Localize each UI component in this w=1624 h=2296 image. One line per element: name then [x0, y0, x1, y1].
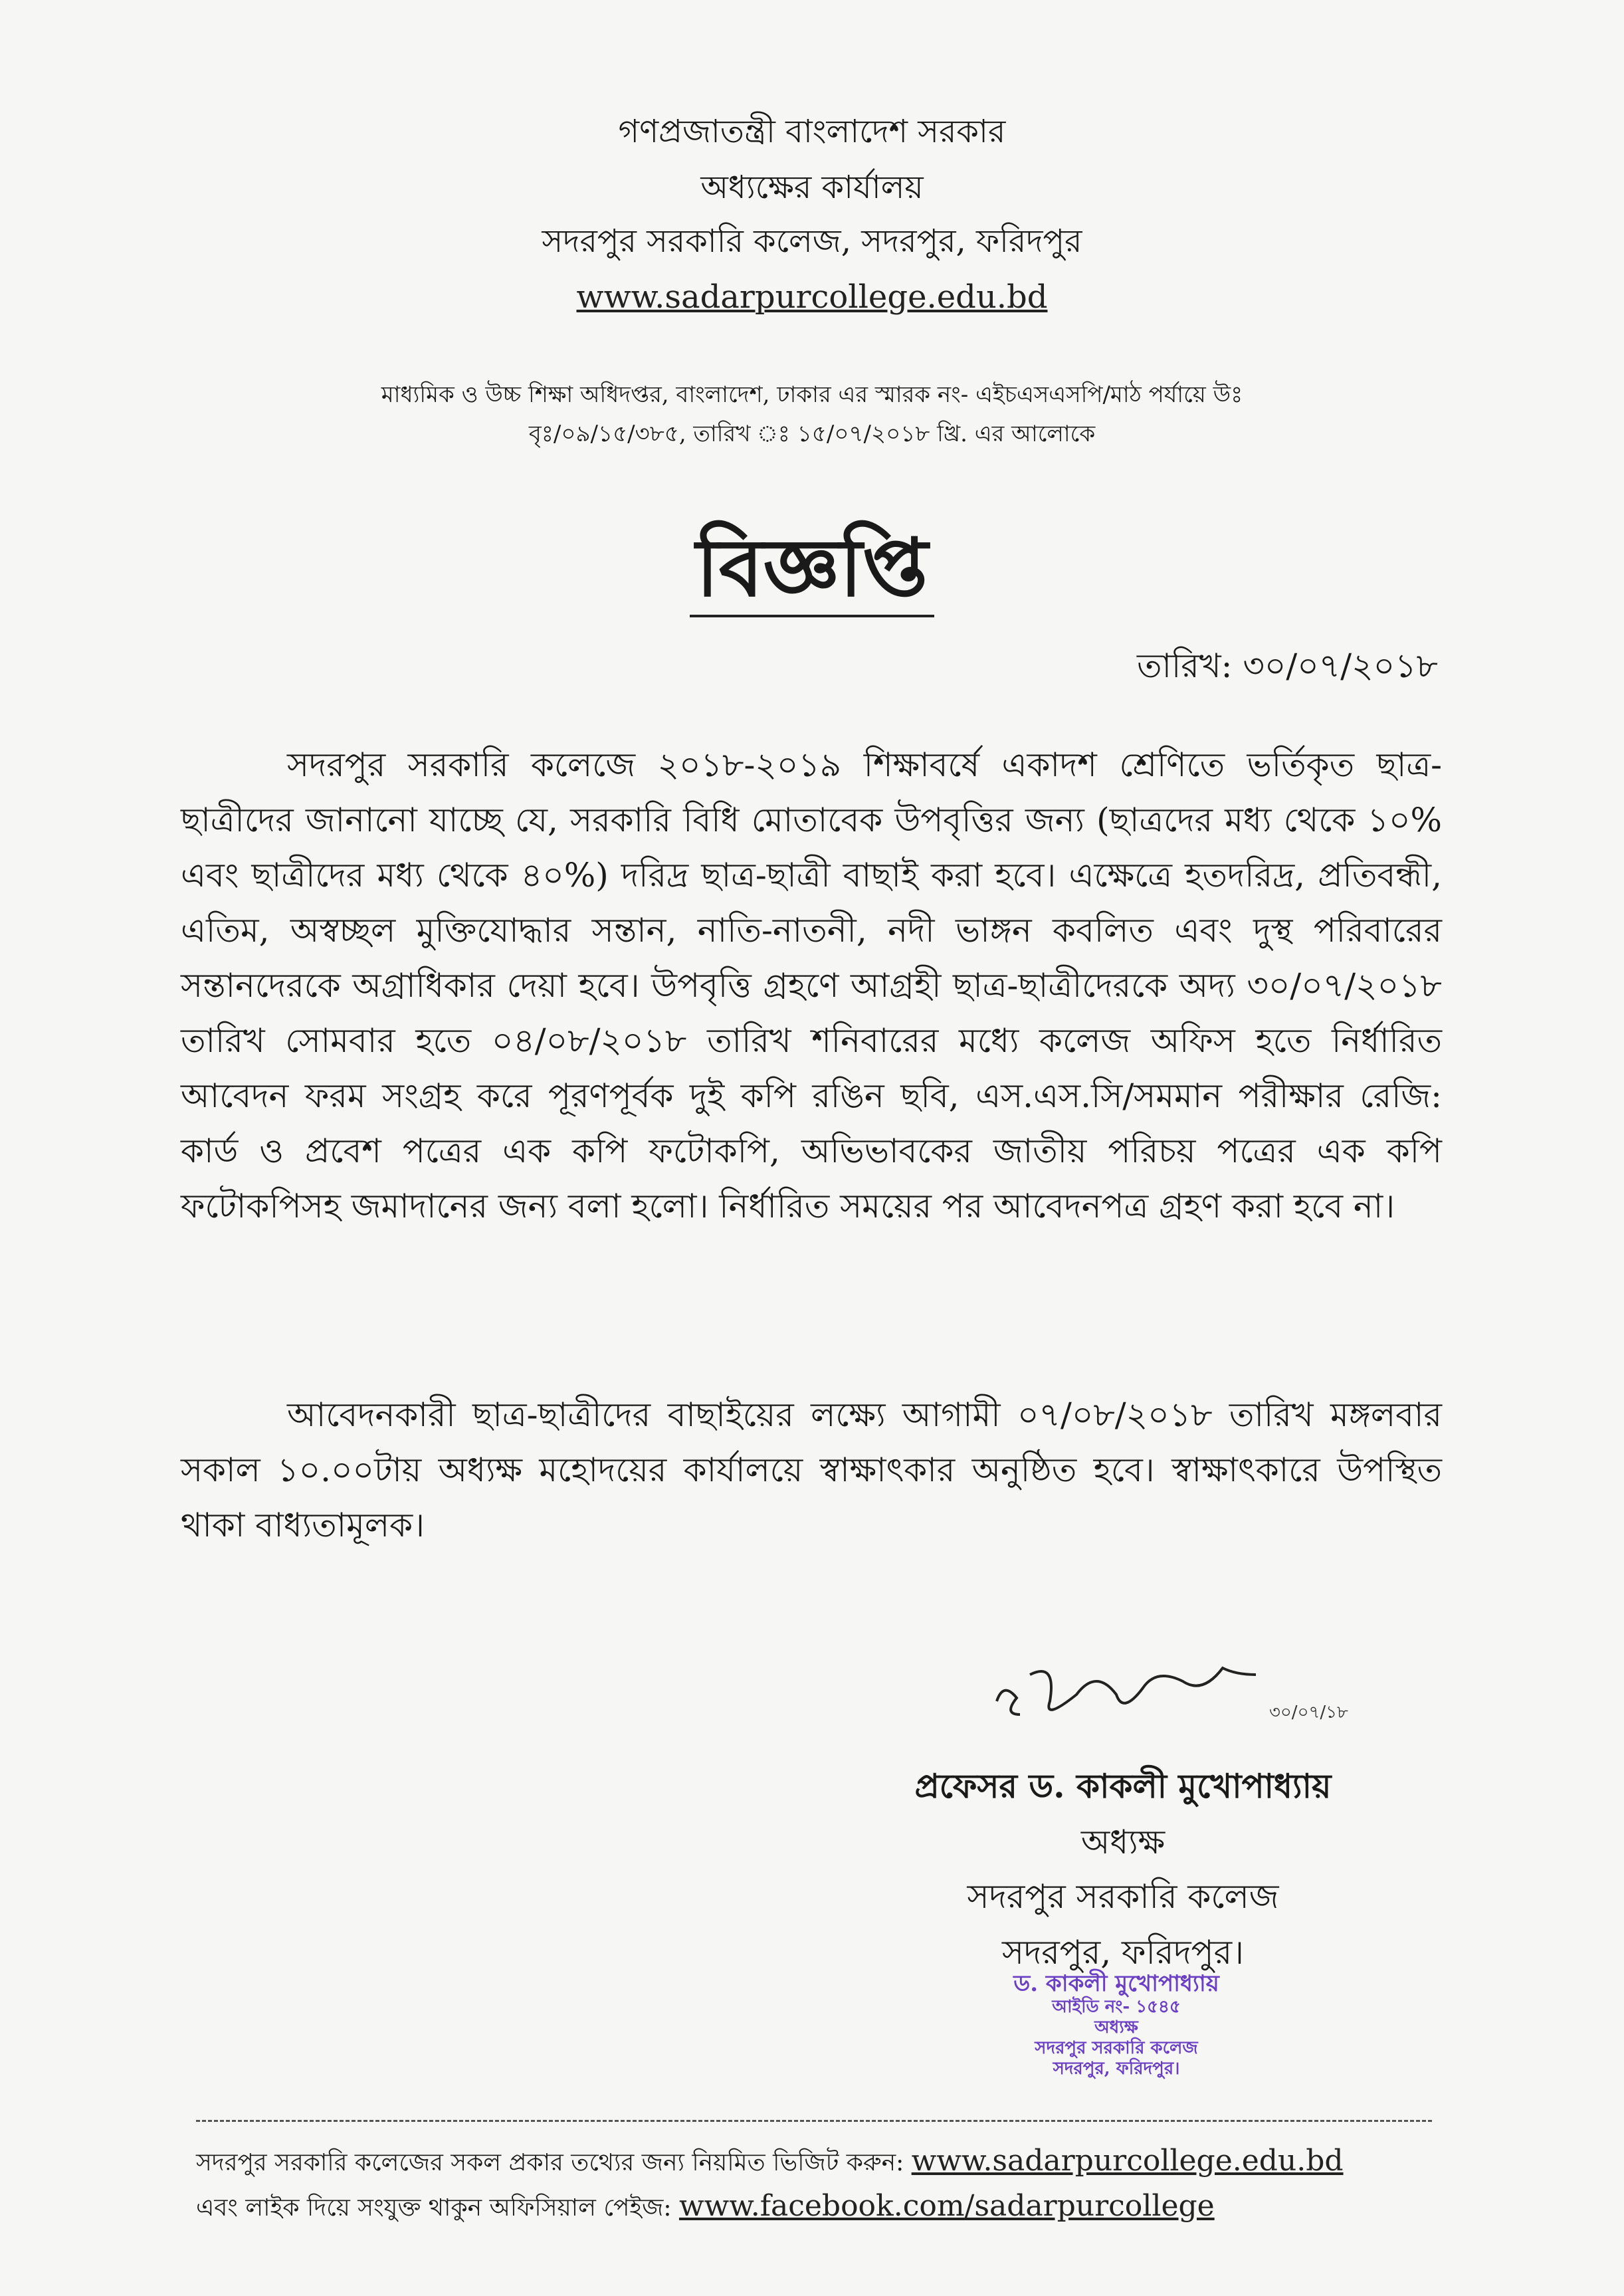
signatory-designation: অধ্যক্ষ: [1080, 1823, 1166, 1861]
signature-date: ৩০/০৭/১৮: [1269, 1703, 1348, 1722]
footer-line-2: [196, 2186, 1215, 2228]
stamp-designation: অধ্যক্ষ: [1094, 2018, 1138, 2037]
stamp-location: সদরপুর, ফরিদপুর।: [1053, 2059, 1180, 2079]
college-name: সদরপুর সরকারি কলেজ, সদরপুর, ফরিদপুর: [542, 223, 1082, 260]
handwritten-signature: [983, 1655, 1356, 1734]
stamp-id: আইডি নং- ১৫৪৫: [1052, 1997, 1181, 2017]
footer-divider: [196, 2120, 1432, 2122]
footer-visit-text: সদরপুর সরকারি কলেজের সকল প্রকার তথ্যের জন্য নিয়মিত ভিজিট করুন:: [196, 2149, 904, 2176]
memo-reference-line-2: বৃঃ/০৯/১৫/৩৮৫, তারিখ ঃ ১৫/০৭/২০১৮ খ্রি. এর আলোকে: [528, 421, 1096, 447]
stamp-college: সদরপুর সরকারি কলেজ: [1035, 2038, 1198, 2058]
notice-date: তারিখ: ৩০/০৭/২০১৮: [1136, 647, 1438, 685]
office-name: অধ্যক্ষের কার্যালয়: [700, 169, 924, 206]
memo-reference-line-1: মাধ্যমিক ও উচ্চ শিক্ষা অধিদপ্তর, বাংলাদেশ, ঢাকার এর স্মারক নং- এইচএসএসপি/মাঠ পর্যায়ে উঃ: [381, 381, 1243, 408]
website-link[interactable]: www.sadarpurcollege.edu.bd: [576, 278, 1048, 316]
signatory-college: সদরপুর সরকারি কলেজ: [967, 1877, 1279, 1916]
notice-title: বিজ্ঞপ্তি: [690, 521, 935, 617]
footer-website-link[interactable]: www.sadarpurcollege.edu.bd: [911, 2144, 1344, 2178]
signatory-name: প্রফেসর ড. কাকলী মুখোপাধ্যায়: [914, 1766, 1332, 1806]
government-name: গণপ্রজাতন্ত্রী বাংলাদেশ সরকার: [618, 113, 1006, 150]
official-seal-stamp: [944, 1970, 1289, 2079]
stamp-name: ড. কাকলী মুখোপাধ্যায়: [1013, 1970, 1219, 1997]
footer-line-1: [196, 2141, 1344, 2183]
footer-facebook-link[interactable]: www.facebook.com/sadarpurcollege: [678, 2189, 1215, 2223]
notice-paragraph-2: আবেদনকারী ছাত্র-ছাত্রীদের বাছাইয়ের লক্ষ্যে আগামী ০৭/০৮/২০১৮ তারিখ মঙ্গলবার সকাল ১০.০০টায় অধ্যক্ষ মহোদয়ের কার্যালয়ে স্বাক্ষাৎকার অনুষ্ঠিত হবে। স্বাক্ষাৎকারে উপস্থিত থাকা বাধ্যতামূলক।: [181, 1396, 1442, 1544]
signatory-location: সদরপুর, ফরিদপুর।: [1002, 1933, 1244, 1972]
footer-like-text: এবং লাইক দিয়ে সংযুক্ত থাকুন অফিসিয়াল পেইজ:: [196, 2194, 672, 2222]
notice-paragraph-1: সদরপুর সরকারি কলেজে ২০১৮-২০১৯ শিক্ষাবর্ষে একাদশ শ্রেণিতে ভর্তিকৃত ছাত্র-ছাত্রীদের জানানো যাচ্ছে যে, সরকারি বিধি মোতাবেক উপবৃত্তির জন্য (ছাত্রদের মধ্য থেকে ১০% এবং ছাত্রীদের মধ্য থেকে ৪০%) দরিদ্র ছাত্র-ছাত্রী বাছাই করা হবে। এক্ষেত্রে হতদরিদ্র, প্রতিবন্ধী, এতিম, অস্বচ্ছল মুক্তিযোদ্ধার সন্তান, নাতি-নাতনী, নদী ভাঙ্গন কবলিত এবং দুস্থ পরিবারের সন্তানদেরকে অগ্রাধিকার দেয়া হবে। উপবৃত্তি গ্রহণে আগ্রহী ছাত্র-ছাত্রীদেরকে অদ্য ৩০/০৭/২০১৮ তারিখ সোমবার হতে ০৪/০৮/২০১৮ তারিখ শনিবারের মধ্যে কলেজ অফিস হতে নির্ধারিত আবেদন ফরম সংগ্রহ করে পূরণপূর্বক দুই কপি রঙিন ছবি, এস.এস.সি/সমমান পরীক্ষার রেজি: কার্ড ও প্রবেশ পত্রের এক কপি ফটোকপি, অভিভাবকের জাতীয় পরিচয় পত্রের এক কপি ফটোকপিসহ জমাদানের জন্য বলা হলো। নির্ধারিত সময়ের পর আবেদনপত্র গ্রহণ করা হবে না।: [181, 746, 1442, 1225]
